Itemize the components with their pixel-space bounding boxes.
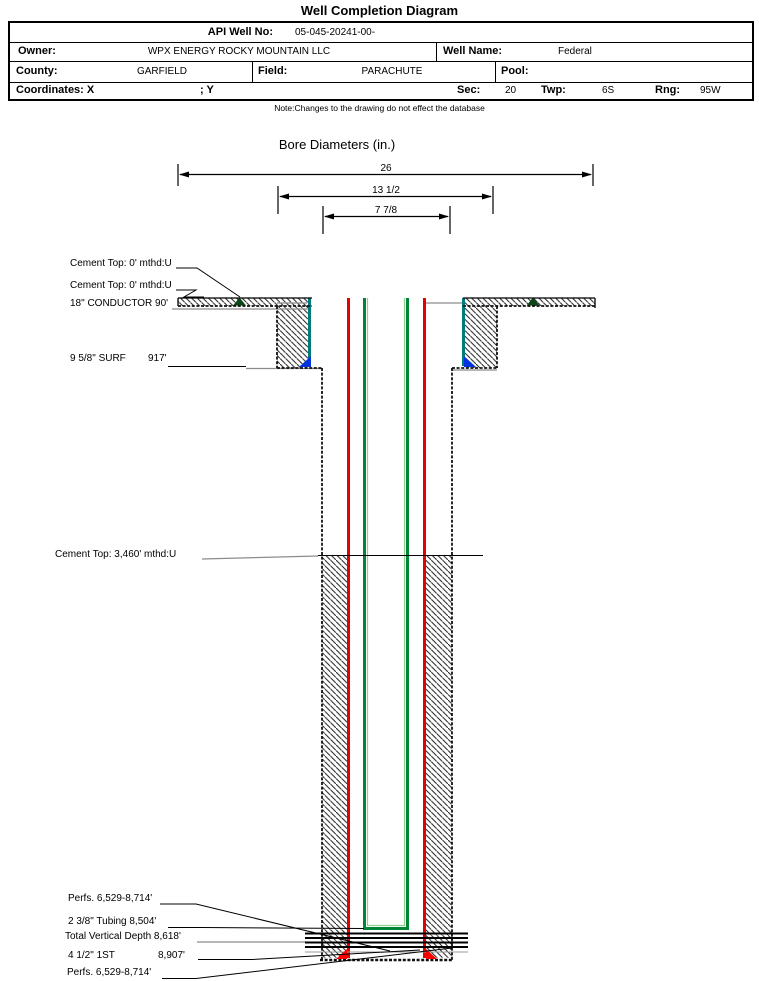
well-name-value: Federal	[558, 46, 592, 57]
coordinates-label: Coordinates: X	[16, 84, 95, 96]
county-value: GARFIELD	[136, 66, 187, 77]
surface-annulus-right	[465, 306, 497, 368]
tubing-label: 2 3/8" Tubing 8,504'	[68, 916, 157, 927]
owner-value: WPX ENERGY ROCKY MOUNTAIN LLC	[147, 46, 331, 57]
wellbore-outline	[178, 298, 595, 960]
well-name-label: Well Name:	[443, 45, 503, 57]
casing-1st-label: 4 1/2" 1ST	[68, 950, 115, 961]
sec-label: Sec:	[457, 84, 481, 96]
arrow-left-icon	[279, 194, 289, 200]
rng-value: 95W	[700, 85, 721, 96]
production-cement-right	[426, 555, 452, 958]
surface-annulus-left	[277, 306, 308, 368]
bore-diameter-13-1-2: 13 1/2	[372, 185, 400, 196]
page-title: Well Completion Diagram	[300, 3, 459, 18]
perfs-bottom-label: Perfs. 6,529-8,714'	[67, 967, 152, 978]
twp-value: 6S	[602, 85, 615, 96]
bore-diameters-title: Bore Diameters (in.)	[278, 137, 396, 152]
cement-hatch-regions	[178, 298, 595, 958]
api-well-no-label: API Well No:	[207, 26, 273, 38]
arrow-right-icon	[582, 172, 592, 178]
tvd-label: Total Vertical Depth 8,618'	[65, 931, 181, 942]
arrow-left-icon	[324, 214, 334, 220]
surface-casing-label: 9 5/8" SURF	[70, 353, 126, 364]
county-label: County:	[16, 65, 58, 77]
pool-label: Pool:	[501, 65, 529, 77]
rng-label: Rng:	[655, 84, 681, 96]
production-cement-left	[323, 555, 348, 958]
tubing-string	[365, 298, 408, 929]
api-well-no-value: 05-045-20241-00-	[295, 27, 376, 38]
cement-top-mid-label: Cement Top: 3,460' mthd:U	[55, 549, 177, 560]
casing-1st-depth: 8,907'	[158, 950, 185, 961]
tubing-string-inner	[368, 298, 405, 926]
owner-label: Owner:	[18, 45, 56, 57]
arrow-left-icon	[179, 172, 189, 178]
bore-diameter-26: 26	[380, 163, 392, 174]
cement-top-1-label: Cement Top: 0' mthd:U	[70, 258, 172, 269]
field-value: PARACHUTE	[361, 66, 423, 77]
twp-label: Twp:	[541, 84, 566, 96]
sec-value: 20	[505, 85, 517, 96]
conductor-label: 18" CONDUCTOR 90'	[70, 298, 169, 309]
perfs-top-label: Perfs. 6,529-8,714'	[68, 893, 153, 904]
surface-casing-depth: 917'	[148, 353, 167, 364]
arrow-right-icon	[439, 214, 449, 220]
bore-diameter-7-7-8: 7 7/8	[374, 205, 398, 216]
note-text: Note:Changes to the drawing do not effect the database	[274, 103, 485, 113]
arrow-right-icon	[482, 194, 492, 200]
field-label: Field:	[258, 65, 288, 77]
coordinates-y-label: ; Y	[200, 84, 214, 96]
cement-top-2-label: Cement Top: 0' mthd:U	[70, 280, 172, 291]
